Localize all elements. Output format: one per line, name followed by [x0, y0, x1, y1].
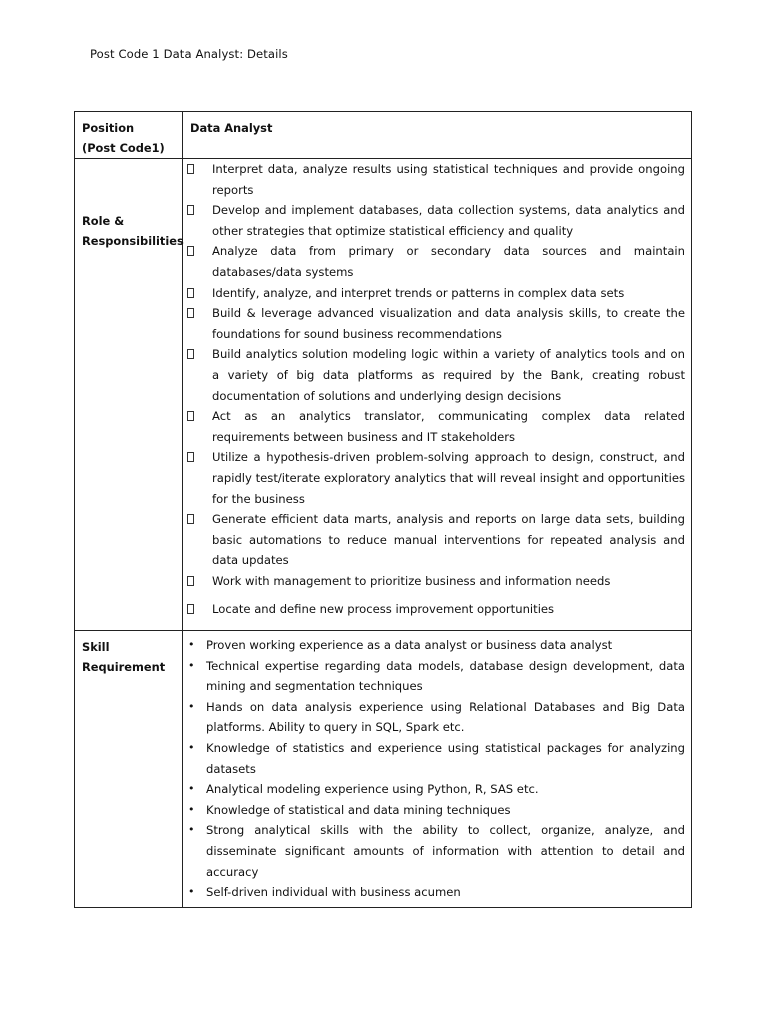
role-item	[183, 241, 691, 282]
skill-item-text: Strong analytical skills with the ability to collect, organize, analyze, and disseminate significant amounts of information with attention to detail and accuracy	[206, 823, 685, 879]
skill-item	[183, 697, 691, 738]
role-item	[183, 200, 691, 241]
responsibilities-label: Responsibilities	[82, 234, 184, 248]
skill-item	[183, 779, 691, 800]
empty-box-icon	[187, 200, 197, 220]
skill-item-text: Hands on data analysis experience using Relational Databases and Big Data platforms. Ability to query in SQL, Spark etc.	[206, 699, 685, 735]
skill-items-cell	[183, 631, 692, 908]
skill-label-cell	[75, 631, 183, 908]
role-label-cell	[75, 159, 183, 631]
skill-item	[183, 882, 691, 903]
skill-row	[75, 631, 692, 908]
role-label: Role &	[82, 214, 125, 228]
post-code-label: (Post Code1)	[82, 141, 165, 155]
role-items-cell	[183, 159, 692, 631]
skill-item	[183, 800, 691, 821]
skill-item-text: Analytical modeling experience using Python, R, SAS etc.	[206, 782, 539, 797]
skill-item	[183, 738, 691, 779]
empty-box-icon	[187, 571, 197, 591]
role-item	[183, 283, 691, 304]
empty-box-icon	[187, 599, 197, 619]
role-item-text: Act as an analytics translator, communicating complex data related requirements between business and IT stakeholders	[212, 409, 685, 444]
role-item-text: Build & leverage advanced visualization and data analysis skills, to create the foundations for sound business recommendations	[212, 306, 685, 341]
role-row	[75, 159, 692, 631]
position-value-cell	[183, 112, 692, 159]
skill-item-text: Self-driven individual with business acumen	[206, 885, 461, 900]
bullet-dot-icon: •	[188, 658, 195, 672]
skill-label: Skill	[82, 640, 110, 654]
empty-box-icon	[187, 283, 197, 303]
role-item-text: Analyze data from primary or secondary data sources and maintain databases/data systems	[212, 244, 685, 279]
position-label: Position	[82, 121, 135, 135]
role-list	[183, 159, 691, 620]
empty-box-icon	[187, 303, 197, 323]
skill-item-text: Knowledge of statistical and data mining techniques	[206, 802, 511, 817]
skill-list	[183, 631, 691, 903]
empty-box-icon	[187, 447, 197, 467]
skill-item	[183, 656, 691, 697]
role-item-text: Identify, analyze, and interpret trends or patterns in complex data sets	[212, 285, 625, 300]
role-item-text: Locate and define new process improvement opportunities	[212, 602, 555, 617]
bullet-dot-icon: •	[188, 638, 195, 651]
bullet-dot-icon: •	[188, 885, 195, 899]
skill-item-text: Technical expertise regarding data models, database design development, data mining and segmentation techniques	[206, 658, 685, 694]
bullet-dot-icon: •	[188, 823, 195, 837]
position-value: Data Analyst	[190, 121, 273, 135]
empty-box-icon	[187, 241, 197, 261]
role-item	[183, 159, 691, 200]
role-item	[183, 447, 691, 509]
role-item-text: Interpret data, analyze results using statistical techniques and provide ongoing reports	[212, 162, 685, 197]
requirement-label: Requirement	[82, 660, 166, 674]
role-item-text: Utilize a hypothesis-driven problem-solving approach to design, construct, and rapidly test/iterate exploratory analytics that will reveal insight and opportunities for the business	[212, 450, 685, 506]
position-label-cell	[75, 112, 183, 159]
role-item	[183, 509, 691, 571]
bullet-dot-icon: •	[188, 802, 195, 816]
empty-box-icon	[187, 406, 197, 426]
role-item	[183, 303, 691, 344]
bullet-dot-icon: •	[188, 699, 195, 713]
page-title: Post Code 1 Data Analyst: Details	[90, 47, 288, 61]
bullet-dot-icon: •	[188, 740, 195, 754]
role-item	[183, 599, 691, 620]
empty-box-icon	[187, 509, 197, 529]
position-row	[75, 112, 692, 159]
role-item	[183, 571, 691, 592]
role-item-text: Build analytics solution modeling logic within a variety of analytics tools and on a variety of big data platforms as required by the Bank, creating robust documentation of solutions and underlying design decisions	[212, 347, 685, 403]
job-details-table	[74, 111, 692, 908]
role-item	[183, 406, 691, 447]
skill-item-text: Proven working experience as a data analyst or business data analyst	[206, 638, 613, 652]
empty-box-icon	[187, 344, 197, 364]
role-item-text: Develop and implement databases, data collection systems, data analytics and other strategies that optimize statistical efficiency and quality	[212, 203, 685, 238]
role-item-text: Generate efficient data marts, analysis and reports on large data sets, building basic automations to reduce manual interventions for repeated analysis and data updates	[212, 512, 685, 568]
empty-box-icon	[187, 159, 197, 179]
role-item	[183, 344, 691, 406]
bullet-dot-icon: •	[188, 782, 195, 796]
role-item-text: Work with management to prioritize business and information needs	[212, 573, 611, 588]
skill-item	[183, 820, 691, 882]
skill-item	[183, 635, 691, 656]
skill-item-text: Knowledge of statistics and experience using statistical packages for analyzing datasets	[206, 740, 685, 776]
